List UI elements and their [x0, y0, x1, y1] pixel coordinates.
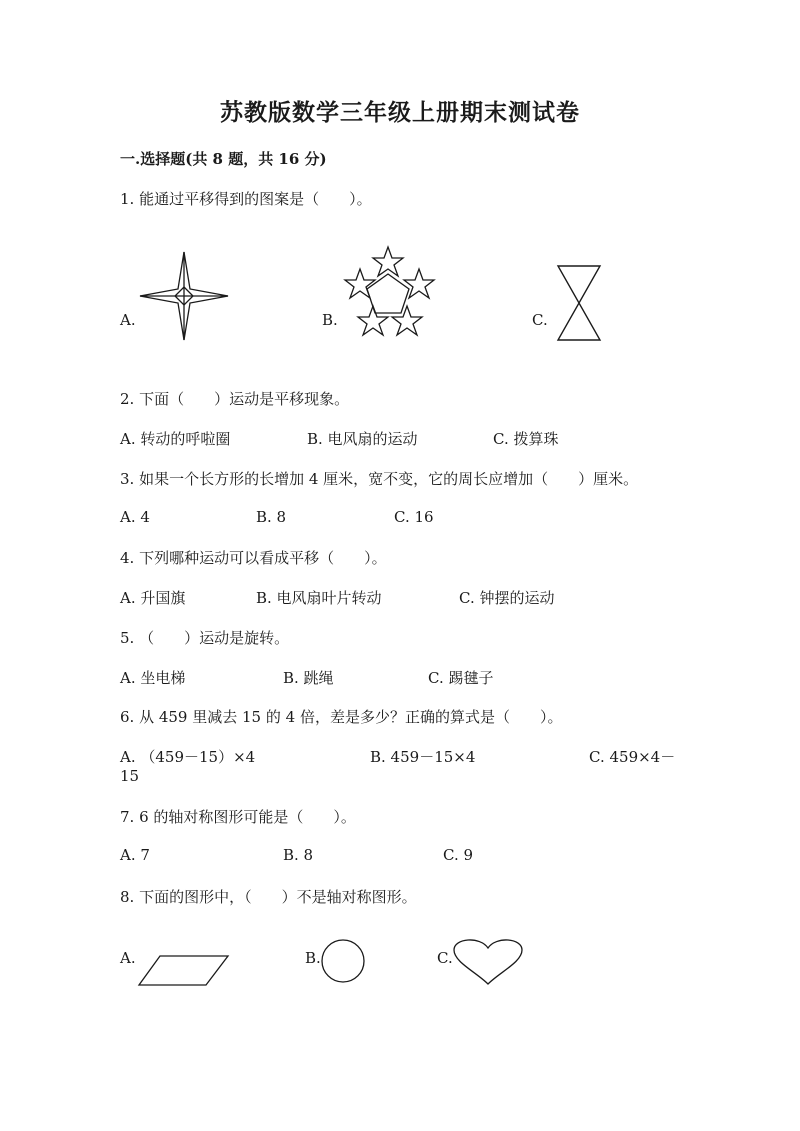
question-3-stem: 3. 如果一个长方形的长增加 4 厘米，宽不变，它的周长应增加（ ）厘米。 [120, 470, 639, 488]
question-4-option-c[interactable]: C. 钟摆的运动 [459, 589, 555, 607]
question-8-option-c[interactable]: C. [437, 949, 453, 967]
question-2-option-b[interactable]: B. 电风扇的运动 [307, 430, 418, 448]
question-6-option-a[interactable]: A. （459－15）×4 [120, 748, 256, 766]
question-8-stem: 8. 下面的图形中，（ ）不是轴对称图形。 [120, 888, 417, 906]
heart-icon [452, 936, 524, 986]
question-2-option-a[interactable]: A. 转动的呼啦圈 [120, 430, 231, 448]
question-5-option-b[interactable]: B. 跳绳 [283, 669, 334, 687]
question-3-option-b[interactable]: B. 8 [256, 508, 287, 526]
circle-icon [320, 938, 366, 984]
question-3-option-a[interactable]: A. 4 [120, 508, 150, 526]
question-7-option-a[interactable]: A. 7 [120, 846, 150, 864]
question-4-option-b[interactable]: B. 电风扇叶片转动 [256, 589, 382, 607]
question-8-option-b[interactable]: B. [305, 949, 321, 967]
question-1-option-a[interactable]: A. [120, 311, 136, 329]
section-heading: 一.选择题(共 8 题，共 16 分) [120, 150, 327, 168]
question-6-stem: 6. 从 459 里减去 15 的 4 倍，差是多少？正确的算式是（ ）。 [120, 708, 563, 726]
question-4-option-a[interactable]: A. 升国旗 [120, 589, 186, 607]
question-7-option-b[interactable]: B. 8 [283, 846, 314, 864]
question-1-option-b[interactable]: B. [322, 311, 338, 329]
question-2-stem: 2. 下面（ ）运动是平移现象。 [120, 390, 350, 408]
question-5-option-c[interactable]: C. 踢毽子 [428, 669, 494, 687]
hourglass-icon [556, 264, 602, 342]
question-6-option-c-continued: 15 [120, 767, 140, 785]
question-7-option-c[interactable]: C. 9 [443, 846, 474, 864]
five-stars-pentagon-icon [340, 244, 440, 342]
question-4-stem: 4. 下列哪种运动可以看成平移（ ）。 [120, 549, 387, 567]
four-point-star-icon [138, 250, 232, 344]
question-5-stem: 5. （ ）运动是旋转。 [120, 629, 290, 647]
question-3-option-c[interactable]: C. 16 [394, 508, 434, 526]
question-2-option-c[interactable]: C. 拨算珠 [493, 430, 559, 448]
parallelogram-icon [138, 955, 230, 987]
question-5-option-a[interactable]: A. 坐电梯 [120, 669, 186, 687]
question-6-option-b[interactable]: B. 459－15×4 [370, 748, 476, 766]
question-6-option-c[interactable]: C. 459×4－ [589, 748, 676, 766]
page-title: 苏教版数学三年级上册期末测试卷 [220, 99, 580, 126]
question-1-option-c[interactable]: C. [532, 311, 548, 329]
question-7-stem: 7. 6 的轴对称图形可能是（ ）。 [120, 808, 356, 826]
question-8-option-a[interactable]: A. [120, 949, 136, 967]
question-1-stem: 1. 能通过平移得到的图案是（ ）。 [120, 190, 372, 208]
